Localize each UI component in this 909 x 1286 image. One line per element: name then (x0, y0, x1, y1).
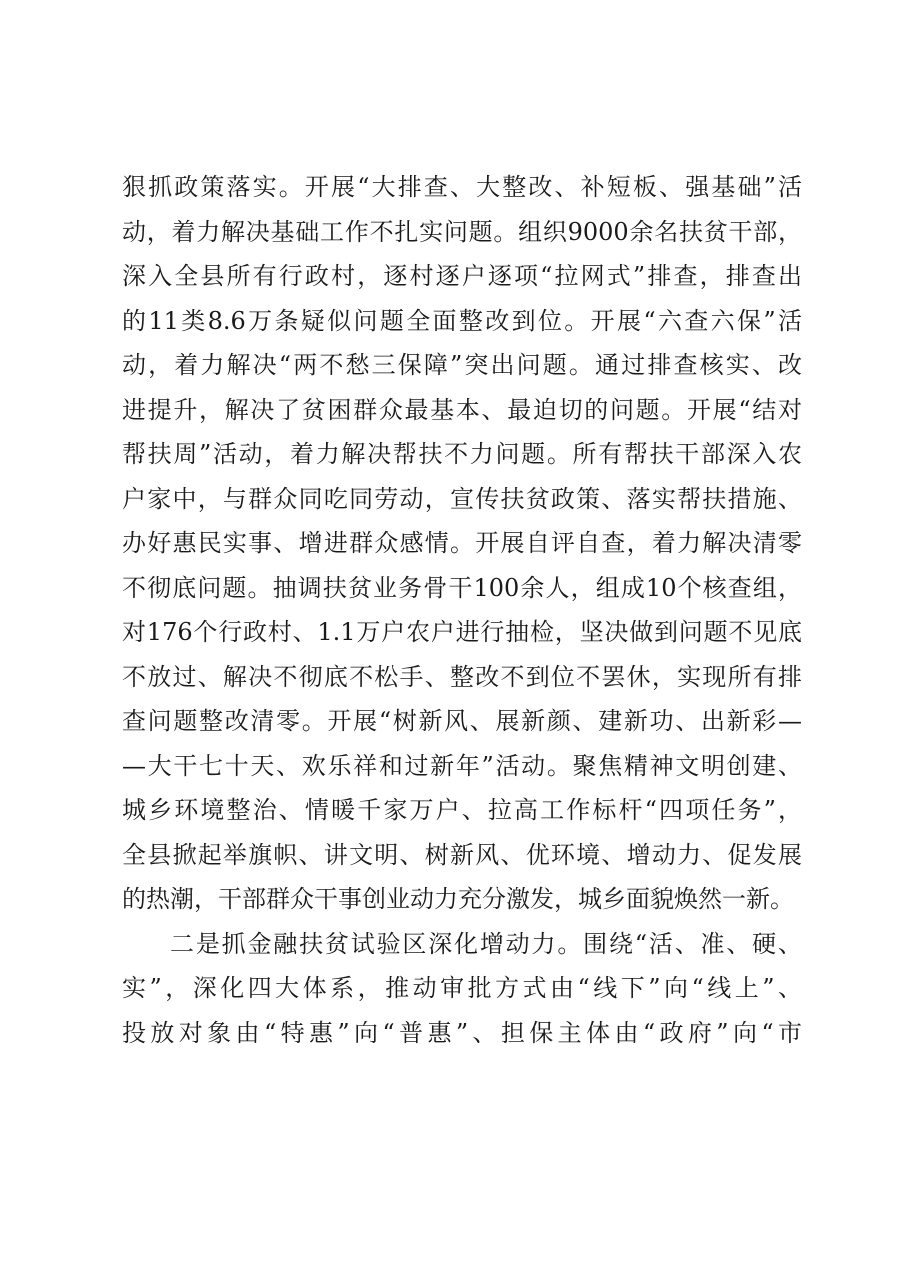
text-line: 对176个行政村、1.1万户农户进行抽检，坚决做到问题不见底 (122, 618, 802, 646)
text-line: 动，着力解决基础工作不扎实问题。组织9000余名扶贫干部， (122, 217, 802, 246)
text-line: 全县掀起举旗帜、讲文明、树新风、优环境、增动力、促发展 (122, 840, 802, 869)
text-line: 城乡环境整治、情暖千家万户、拉高工作标杆“四项任务”， (122, 796, 802, 824)
text-line: 动，着力解决“两不愁三保障”突出问题。通过排查核实、改 (122, 351, 802, 379)
text-line: 不彻底问题。抽调扶贫业务骨干100余人，组成10个核查组， (122, 573, 802, 602)
text-line: 不放过、解决不彻底不松手、整改不到位不罢休，实现所有排 (122, 662, 802, 691)
text-line: 办好惠民实事、增进群众感情。开展自评自查，着力解决清零 (122, 529, 802, 557)
text-line: 查问题整改清零。开展“树新风、展新颜、建新功、出新彩— (122, 707, 802, 735)
paragraph-last-line: 的热潮，干部群众干事创业动力充分激发，城乡面貌焕然一新。 (122, 885, 794, 913)
text-line: 帮扶周”活动，着力解决帮扶不力问题。所有帮扶干部深入农 (122, 440, 802, 468)
body-text (122, 165, 802, 1055)
text-line: 狠抓政策落实。开展“大排查、大整改、补短板、强基础”活 (122, 173, 802, 201)
text-line: 投放对象由“特惠”向“普惠”、担保主体由“政府”向“市 (122, 1018, 802, 1047)
text-line: 户家中，与群众同吃同劳动，宣传扶贫政策、落实帮扶措施、 (122, 484, 802, 513)
text-line: 实”，深化四大体系，推动审批方式由“线下”向“线上”、 (122, 974, 802, 1002)
text-line: 的11类8.6万条疑似问题全面整改到位。开展“六查六保”活 (122, 306, 802, 335)
paragraph-first-line: 二是抓金融扶贫试验区深化增动力。围绕“活、准、硬、 (170, 929, 802, 958)
text-line: 深入全县所有行政村，逐村逐户逐项“拉网式”排查，排查出 (122, 262, 802, 290)
text-line: —大干七十天、欢乐祥和过新年”活动。聚焦精神文明创建、 (122, 751, 802, 780)
text-line: 进提升，解决了贫困群众最基本、最迫切的问题。开展“结对 (122, 395, 802, 424)
